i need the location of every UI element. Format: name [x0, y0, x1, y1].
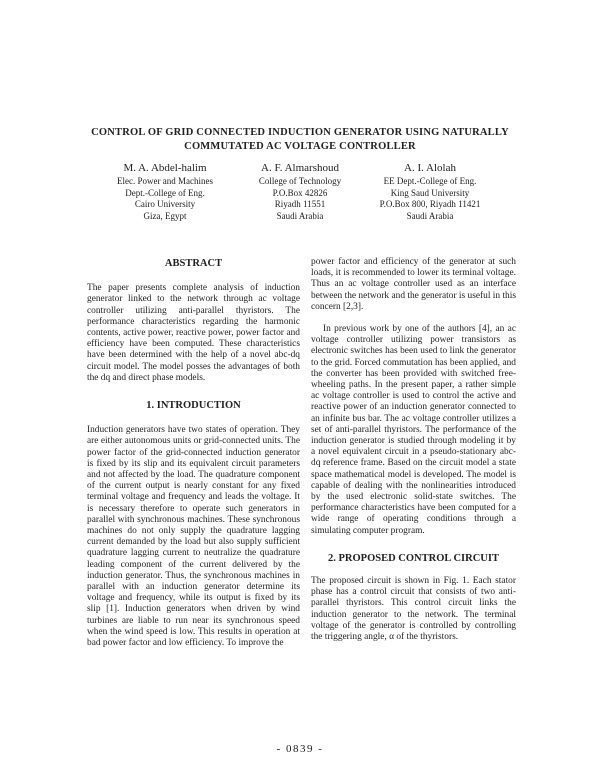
author-name: A. I. Alolah [404, 162, 456, 174]
author-name: A. F. Almarshoud [261, 162, 339, 174]
author-block-2 [230, 161, 370, 222]
introduction-text: Induction generators have two states of operation. They are either autonomous units or grid-connected units. The power factor of the grid-connected induction generator is fixed by its slip and its equivalent circuit parameters and not affected by the load. The quadrature component of the current output is nearly constant for any fixed terminal voltage and frequency and leads the voltage. It is necessary therefore to operate such generators in parallel with synchronous machines. These synchronous machines do not only supply the quadrature lagging current demanded by the load but also supply sufficient quadrature lagging current to neutralize the quadrature leading component of the current delivered by the induction generator. Thus, the synchronous machines in parallel with an induction generator determine its voltage and frequency, while its output is fixed by its slip [1]. Induction generators when driven by wind turbines are liable to run near its synchronous speed when the wind speed is low. This results in operation at bad power factor and low efficiency. To improve the [87, 425, 300, 649]
section2-heading: 2. PROPOSED CONTROL CIRCUIT [328, 552, 499, 564]
author-affiliation: Cairo University [134, 199, 196, 209]
author-affiliation: King Saud University [390, 187, 470, 198]
section2-text: The proposed circuit is shown in Fig. 1. Each stator phase has a control circuit that consists of two anti-parallel thyristors. This control circuit links the induction generator to the network. The terminal voltage of the generator is controlled by controlling the triggering angle, α of the thyristors. [311, 576, 516, 643]
author-block-3 [355, 161, 505, 222]
introduction-continuation: power factor and efficiency of the generator at such loads, it is recommended to lower its terminal voltage. Thus an ac voltage controller used as an interface between the network and the generator is useful in this concern [2,3]. [311, 257, 516, 312]
title-line-1: CONTROL OF GRID CONNECTED INDUCTION GENERATOR USING NATURALLY [91, 127, 509, 138]
abstract-text: The paper presents complete analysis of induction generator linked to the network through ac voltage controller utilizing anti-parallel thyristors. The performance characteristics regarding the harmonic contents, active power, reactive power, power factor and efficiency have been computed. These characteristics have been determined with the help of a novel abc-dq circuit model. The model posses the advantages of both the dq and direct phase models. [87, 283, 300, 383]
author-block-1 [95, 161, 235, 222]
right-column [311, 257, 516, 643]
paper-title [60, 126, 540, 154]
author-affiliation: Riyadh 11551 [274, 199, 326, 209]
author-affiliation: College of Technology [258, 176, 342, 186]
author-affiliation: Elec. Power and Machines [117, 176, 213, 186]
introduction-heading: 1. INTRODUCTION [146, 400, 241, 412]
author-name: M. A. Abdel-halim [123, 162, 207, 174]
abstract-heading: ABSTRACT [164, 258, 223, 269]
author-affiliation: P.O.Box 42826 [272, 187, 328, 198]
author-affiliation: P.O.Box 800, Riyadh 11421 [379, 199, 481, 209]
page-number: - 0839 - [276, 743, 324, 755]
previous-work-paragraph: In previous work by one of the authors [4], an ac voltage controller utilizing power transistors as electronic switches has been used to link the generator to the grid. Forced commutation has been applied, and the converter has been provided with switched free-wheeling paths. In the present paper, a rather simple ac voltage controller is used to control the active and reactive power of an induction generator connected to an infinite bus bar. The ac voltage controller utilizes a set of anti-parallel thyristors. The performance of the induction generator is studied through modeling it by a novel equivalent circuit in a pseudo-stationary abc-dq reference frame. Based on the circuit model a state space mathematical model is developed. The model is capable of dealing with the nonlinearities introduced by the used electronic solid-state switches. The performance characteristics have been computed for a wide range of operating conditions through a simulating computer program. [311, 324, 516, 536]
left-column [87, 258, 300, 649]
author-affiliation: Saudi Arabia [406, 210, 454, 221]
author-affiliation: EE Dept.-College of Eng. [383, 176, 477, 186]
author-affiliation: Giza, Egypt [143, 210, 187, 221]
title-line-2: COMMUTATED AC VOLTAGE CONTROLLER [184, 141, 416, 152]
author-affiliation: Saudi Arabia [276, 210, 324, 221]
author-affiliation: Dept.-College of Eng. [125, 187, 205, 198]
